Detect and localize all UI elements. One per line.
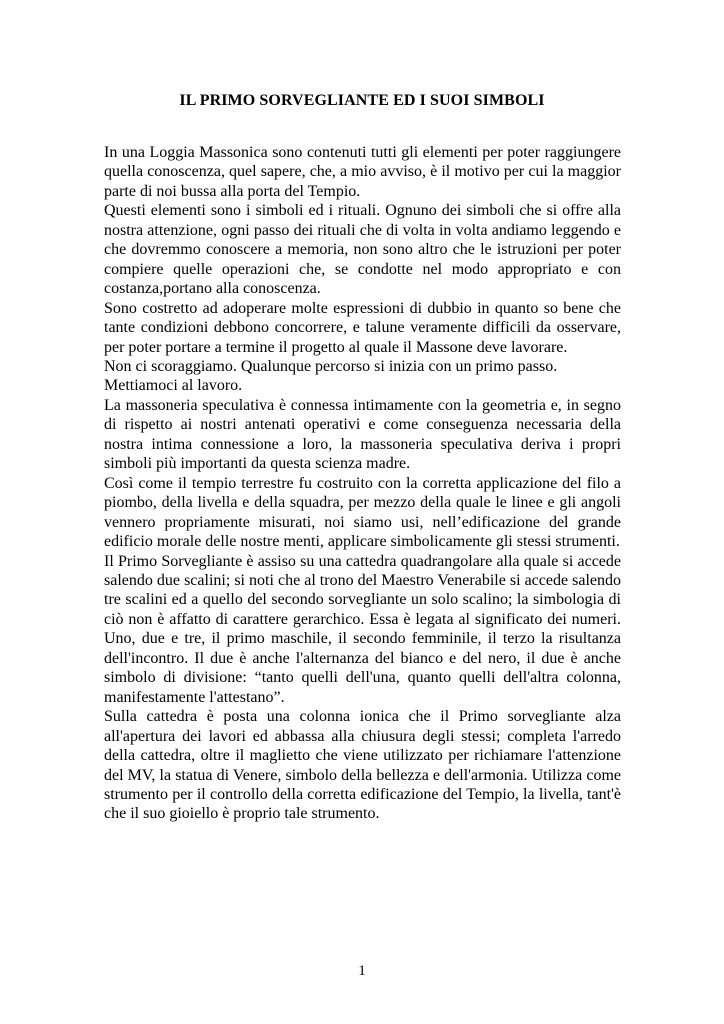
document-title: IL PRIMO SORVEGLIANTE ED I SUOI SIMBOLI [179,92,545,109]
paragraph: Il Primo Sorvegliante è assiso su una cattedra quadrangolare alla quale si accede salendo due scalini; si noti che al trono del Maestro Venerabile si accede salendo tre scalini ed a quello del secondo sorvegliante un solo scalino; la simbologia di ciò non è affatto di carattere gerarchico. Essa è legata al significato dei numeri. Uno, due e tre, il primo maschile, il secondo femminile, il terzo la risultanza dell'incontro. Il due è anche l'alternanza del bianco e del nero, il due è anche simbolo di divisione: “tanto quelli dell'una, quanto quelli dell'altra colonna, manifestamente l'attestano”. [104,552,621,706]
paragraph: Non ci scoraggiamo. Qualunque percorso si inizia con un primo passo. [104,357,558,375]
paragraph: Questi elementi sono i simboli ed i rituali. Ognuno dei simboli che si offre alla nostra attenzione, ogni passo dei rituali che di volta in volta andiamo leggendo e che dovremmo conoscere a memoria, non sono altro che le istruzioni per poter compiere quelle operazioni che, se condotte nel modo appropriato e con costanza,portano alla conoscenza. [104,202,621,298]
paragraph: Sulla cattedra è posta una colonna ionica che il Primo sorvegliante alza all'apertura dei lavori ed abbassa alla chiusura degli stessi; completa l'arredo della cattedra, oltre il maglietto che viene utilizzato per richiamare l'attenzione del MV, la statua di Venere, simbolo della bellezza e dell'armonia. Utilizza come strumento per il controllo della corretta edificazione del Tempio, la livella, tant'è che il suo gioiello è proprio tale strumento. [104,708,621,823]
paragraph: Sono costretto ad adoperare molte espressioni di dubbio in quanto so bene che tante condizioni debbono concorrere, e talune veramente difficili da osservare, per poter portare a termine il progetto al quale il Massone deve lavorare. [104,299,621,356]
document-body [104,143,621,824]
paragraph: La massoneria speculativa è connessa intimamente con la geometria e, in segno di rispetto ai nostri antenati operativi e come conseguenza necessaria della nostra intima connessione a loro, la massoneria speculativa deriva i propri simboli più importanti da questa scienza madre. [104,396,621,473]
paragraph: Mettiamoci al lavoro. [104,377,243,395]
page-number: 1 [358,963,366,979]
paragraph: In una Loggia Massonica sono contenuti tutti gli elementi per poter raggiungere quella conoscenza, quel sapere, che, a mio avviso, è il motivo per cui la maggior parte di noi bussa alla porta del Tempio. [104,144,621,200]
paragraph: Così come il tempio terrestre fu costruito con la corretta applicazione del filo a piombo, della livella e della squadra, per mezzo della quale le linee e gli angoli vennero propriamente misurati, noi siamo usi, nell’edificazione del grande edificio morale delle nostre menti, applicare simbolicamente gli stessi strumenti. [104,474,621,551]
